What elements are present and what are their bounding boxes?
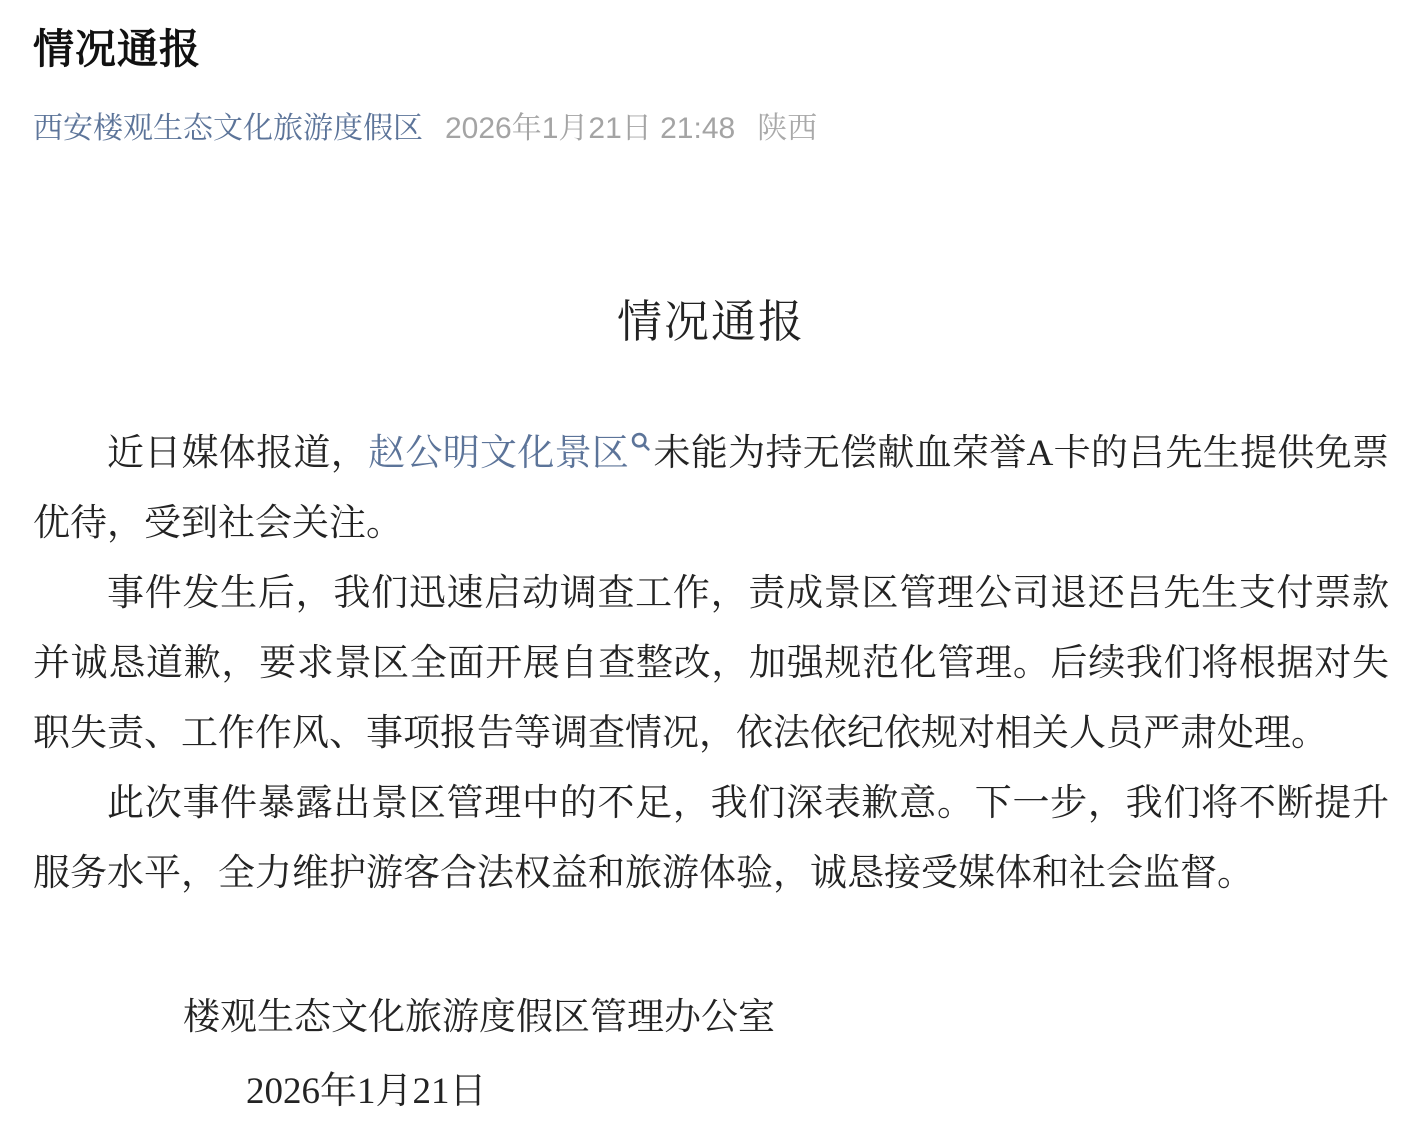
paragraph-3: 此次事件暴露出景区管理中的不足，我们深表歉意。下一步，我们将不断提升服务水平，全力维护游客合法权益和旅游体验，诚恳接受媒体和社会监督。 bbox=[33, 783, 1389, 894]
source-link[interactable]: 西安楼观生态文化旅游度假区 bbox=[33, 112, 423, 146]
page-title: 情况通报 bbox=[33, 26, 201, 72]
signature-date: 2026年1月21日 bbox=[246, 1071, 487, 1112]
page-header bbox=[33, 0, 1389, 147]
article-body bbox=[33, 419, 1389, 1127]
search-icon bbox=[630, 431, 651, 452]
paragraph-1 bbox=[33, 419, 1389, 559]
publish-location: 陕西 bbox=[757, 112, 818, 146]
entity-link[interactable] bbox=[368, 433, 653, 474]
publish-datetime: 2026年1月21日 21:48 bbox=[445, 112, 736, 146]
entity-link-label[interactable]: 赵公明文化景区 bbox=[368, 433, 630, 474]
paragraph-1-pre: 近日媒体报道， bbox=[107, 433, 369, 474]
paragraph-1-post: 未能为持无偿献血荣誉A卡的吕先生提供免票优待，受到社会关注。 bbox=[33, 433, 1390, 544]
article-content bbox=[33, 297, 1389, 1127]
signature: 楼观生态文化旅游度假区管理办公室 bbox=[183, 997, 775, 1038]
article-title: 情况通报 bbox=[616, 297, 805, 348]
article-meta bbox=[33, 111, 1389, 147]
paragraph-2: 事件发生后，我们迅速启动调查工作，责成景区管理公司退还吕先生支付票款并诚恳道歉，要求景区全面开展自查整改，加强规范化管理。后续我们将根据对失职失责、工作作风、事项报告等调查情况，依法依纪依规对相关人员严肃处理。 bbox=[33, 573, 1389, 754]
